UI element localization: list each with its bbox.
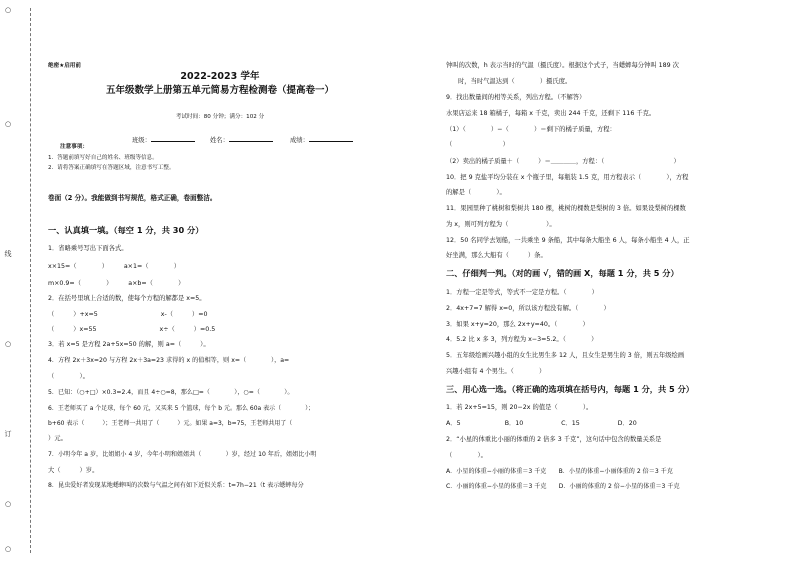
binding-marker: ○ — [4, 500, 12, 508]
section-1-heading: 一、认真填一填。（每空 1 分，共 30 分） — [48, 225, 204, 235]
question-line: （ ）x=55 x÷（ ）=0.5 — [48, 326, 216, 333]
question-line: 好坐满，那么大船有（ ）条。 — [446, 252, 547, 259]
question-line: 水果店运来 18 箱橘子，每箱 x 千克，卖出 244 千克，还剩下 116 千克。 — [446, 110, 656, 117]
question-line: 4．方程 2x＋3x=20 与方程 2x＋3a=23 求得的 x 的值相等，则 x=（ ），a= — [48, 357, 290, 364]
class-blank[interactable] — [151, 134, 195, 142]
notes-heading: 注意事项： — [60, 144, 88, 150]
question-line: A．小星的体重−小丽的体重＝3 千克 B．小星的体重−小丽体重的 2 倍＝3 千克 — [446, 468, 673, 475]
question-line: 3．若 x=5 是方程 2a+5x=50 的解，则 a=（ ）。 — [48, 341, 210, 348]
score-field[interactable] — [290, 134, 353, 146]
question-line: A．5 B．10 C．15 D．20 — [446, 420, 637, 427]
binding-marker: ○ — [4, 6, 12, 14]
section-3-heading: 三、用心选一选。（将正确的选项填在括号内，每题 1 分，共 5 分） — [446, 384, 694, 394]
question-line: 7．小明今年 a 岁，比姐姐小 4 岁，今年小明和姐姐共（ ）岁，经过 10 年后，姐姐比小明 — [48, 451, 317, 458]
binding-dashed-line — [30, 8, 31, 553]
question-line: （ ） — [446, 141, 509, 148]
score-label: 成绩： — [290, 137, 309, 144]
score-blank[interactable] — [309, 134, 353, 142]
question-line: （ ）+x=5 x-（ ）=0 — [48, 311, 208, 318]
section-2-heading: 二、仔细判一判。（对的画 √，错的画 X，每题 1 分，共 5 分） — [446, 268, 679, 278]
binding-marker: ○ — [4, 340, 12, 348]
question-line: 1．若 2x+5=15，则 20−2x 的值是（ ）。 — [446, 404, 593, 411]
binding-marker: ○ — [4, 120, 12, 128]
question-line: 6．王老师买了 a 个足球，每个 60 元，又买来 5 个篮球，每个 b 元。那么 60a 表示（ ）； — [48, 405, 315, 412]
binding-marker: ○ — [4, 545, 12, 553]
name-blank[interactable] — [229, 134, 273, 142]
question-line: 为 x，则可列方程为（ ）。 — [446, 221, 556, 228]
question-line: 5．五年级绘画兴趣小组的女生比男生多 12 人，且女生是男生的 3 倍，则五年级绘画 — [446, 352, 685, 359]
neatness-note: 卷面（2 分）。我能做到书写规范，格式正确，卷面整洁。 — [48, 194, 217, 202]
question-line: 钟叫的次数，h 表示当时的气温（摄氏度）。根据这个式子，当蟋蟀每分钟叫 189 次 — [446, 62, 679, 69]
question-line: 3．如果 x+y=20，那么 2x+y=40。（ ） — [446, 321, 589, 328]
binding-label: 订 — [4, 430, 12, 438]
question-line: 兴趣小组有 4 个男生。（ ） — [446, 368, 546, 375]
question-line: 时，当时气温达到（ ）摄氏度。 — [458, 78, 572, 85]
question-line: （ ）。 — [446, 452, 487, 459]
question-line: （2）卖出的橘子质量＋（ ）＝＿＿＿＿，方程：（ ） — [446, 158, 680, 165]
question-line: 大（ ）岁。 — [48, 467, 99, 474]
question-line: 的解是（ ）。 — [446, 189, 506, 196]
question-line: 12．50 名同学去划船，一共乘坐 9 条船，其中每条大船坐 6 人，每条小船坐 4 人，正 — [446, 237, 690, 244]
left-column — [46, 0, 394, 561]
note-item: 1．答题前填写好自己的姓名、班级等信息。 — [48, 155, 158, 161]
question-line: 9．找出数量间的相等关系，列出方程。（不解答） — [446, 94, 586, 101]
question-line: 5．已知：（○+□）×0.3=2.4，而且 4÷○=8，那么□=（ ），○=（ ）。 — [48, 389, 294, 396]
note-item: 2．请将答案正确填写在答题区域，注意书写工整。 — [48, 165, 175, 171]
question-line: 2．在括号里填上合适的数，使每个方程的解都是 x=5。 — [48, 295, 206, 302]
question-line: x×15=（ ） a×1=（ ） — [48, 263, 181, 270]
right-column — [446, 0, 794, 561]
question-line: b+60 表示（ ）；王老师一共用了（ ）元。如果 a=3，b=75，王老师共用了（ — [48, 420, 323, 427]
question-line: 10．把 9 克盐平均分装在 x 个瓶子里，每瓶装 1.5 克，用方程表示（ ），方程 — [446, 174, 689, 181]
title-year: 2022-2023 学年 — [180, 71, 260, 82]
question-line: 4．5.2 比 x 多 3，列方程为 x−3=5.2。（ ） — [446, 336, 598, 343]
name-field[interactable] — [210, 134, 273, 146]
question-line: 2．4x+7=7 解得 x=0，所以该方程没有解。（ ） — [446, 305, 610, 312]
binding-label: 线 — [4, 250, 12, 258]
question-line: 11．果园里种了桃树和梨树共 180 棵，桃树的棵数是梨树的 3 倍。如果设梨树的棵数 — [446, 205, 686, 212]
question-line: （1）（ ）−（ ）＝剩下的橘子质量，方程： — [446, 126, 616, 133]
binding-margin — [0, 0, 34, 561]
question-line: m×0.9=（ ） a×b=（ ） — [48, 280, 185, 287]
question-line: 1．方程一定是等式，等式不一定是方程。（ ） — [446, 289, 598, 296]
class-label: 班级： — [132, 137, 151, 144]
page-title: 五年级数学上册第五单元简易方程检测卷（提高卷一） — [105, 85, 334, 96]
question-line: 2．“小星的体重比小丽的体重的 2 倍多 3 千克”，这句话中包含的数量关系是 — [446, 436, 662, 443]
question-line: 8．昆虫爱好者发现某地蟋蟀叫的次数与气温之间有如下近似关系：t=7h−21（t 表示蟋蟀每分 — [48, 482, 304, 489]
class-field[interactable] — [132, 134, 195, 146]
question-line: 1．省略乘号写出下面各式。 — [48, 245, 128, 252]
exam-info: 考试时间：80 分钟；满分：102 分 — [175, 114, 265, 120]
question-line: ）元。 — [48, 435, 67, 442]
name-label: 姓名： — [210, 137, 229, 144]
question-line: （ ）。 — [48, 373, 89, 380]
secret-mark: 绝密★启用前 — [48, 63, 81, 69]
question-line: C．小丽的体重−小星的体重＝3 千克 D．小丽的体重的 2 倍−小星的体重＝3 千克 — [446, 483, 680, 490]
